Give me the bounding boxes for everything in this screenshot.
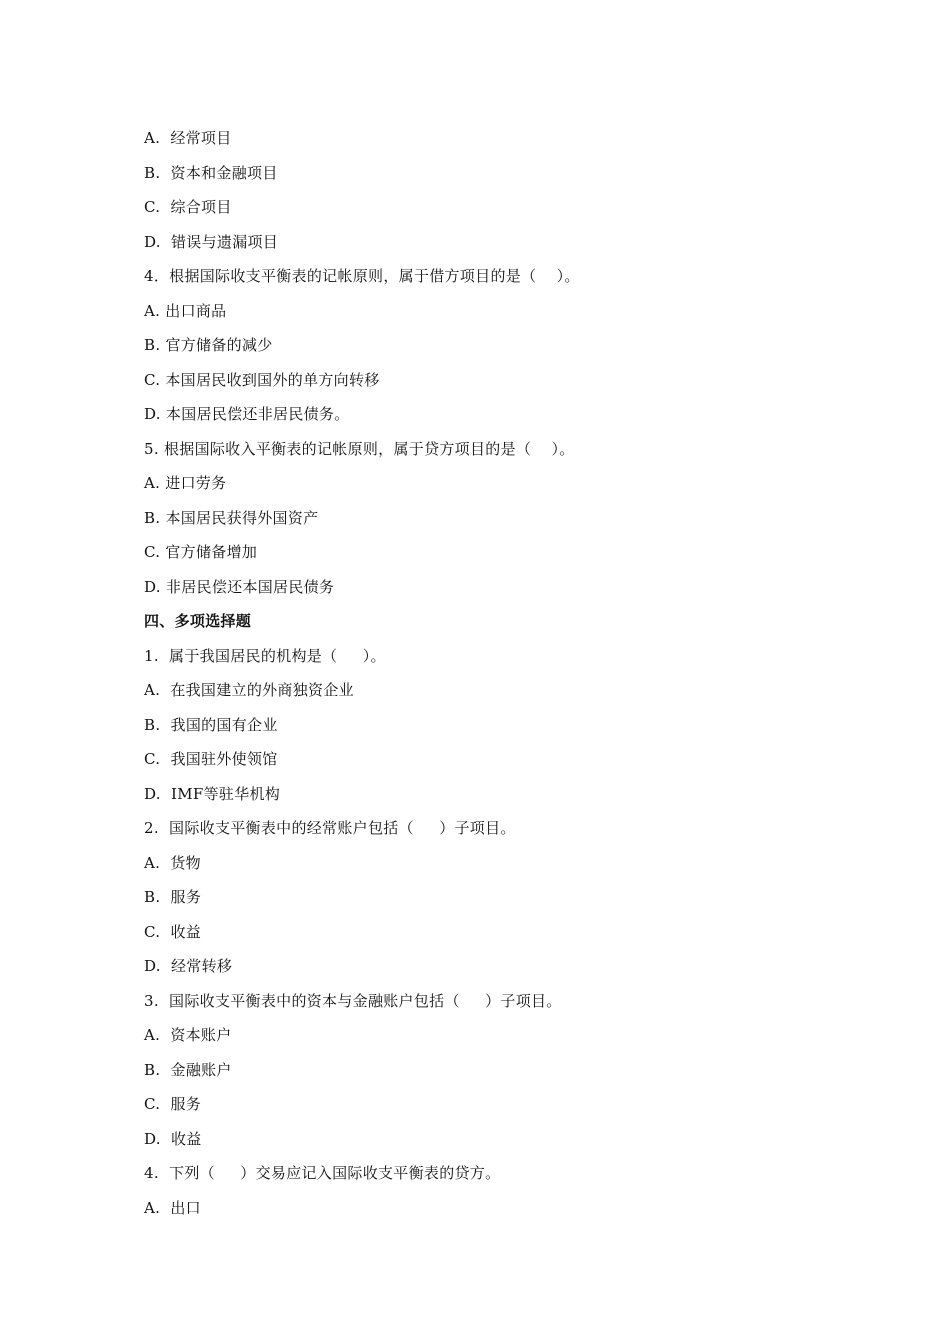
answer-option: D. 经常转移	[144, 957, 233, 975]
answer-option: D. 收益	[144, 1129, 202, 1148]
answer-option: B. 我国的国有企业	[144, 715, 278, 734]
answer-option: C. 收益	[144, 922, 202, 941]
answer-option: B. 本国居民获得外国资产	[144, 508, 319, 527]
answer-option: A. 进口劳务	[144, 474, 227, 492]
answer-option: A. 资本账户	[144, 1026, 232, 1044]
question-text: 1. 属于我国居民的机构是（ ）。	[144, 646, 386, 665]
answer-option: B. 金融账户	[144, 1060, 232, 1079]
answer-option: B. 资本和金融项目	[144, 163, 278, 182]
answer-option: C. 我国驻外使领馆	[144, 750, 278, 768]
document-body	[144, 126, 844, 1230]
answer-option: A. 出口	[144, 1198, 201, 1217]
answer-option: B. 官方储备的减少	[144, 336, 273, 354]
answer-option: A. 在我国建立的外商独资企业	[144, 681, 354, 699]
answer-option: C. 服务	[144, 1095, 202, 1113]
answer-option: A. 货物	[144, 853, 201, 872]
answer-option: A. 出口商品	[144, 301, 227, 320]
question-text: 4．根据国际收支平衡表的记帐原则，属于借方项目的是（ ）。	[144, 267, 580, 285]
answer-option: C. 本国居民收到国外的单方向转移	[144, 370, 380, 389]
question-text: 2. 国际收支平衡表中的经常账户包括（ ）子项目。	[144, 819, 516, 837]
answer-option: D. IMF等驻华机构	[144, 784, 281, 803]
answer-option: C. 综合项目	[144, 198, 232, 216]
answer-option: B. 服务	[144, 888, 202, 906]
answer-option: A. 经常项目	[144, 129, 232, 147]
answer-option: D. 非居民偿还本国居民债务	[144, 577, 335, 596]
question-text: 5. 根据国际收入平衡表的记帐原则，属于贷方项目的是（ ）。	[144, 439, 575, 458]
question-text: 3. 国际收支平衡表中的资本与金融账户包括（ ）子项目。	[144, 991, 562, 1010]
section-heading: 四、多项选择题	[144, 612, 252, 630]
answer-option: D. 错误与遗漏项目	[144, 232, 279, 251]
answer-option: D. 本国居民偿还非居民债务。	[144, 405, 350, 423]
answer-option: C. 官方储备增加	[144, 543, 258, 561]
question-text: 4. 下列（ ）交易应记入国际收支平衡表的贷方。	[144, 1164, 501, 1182]
